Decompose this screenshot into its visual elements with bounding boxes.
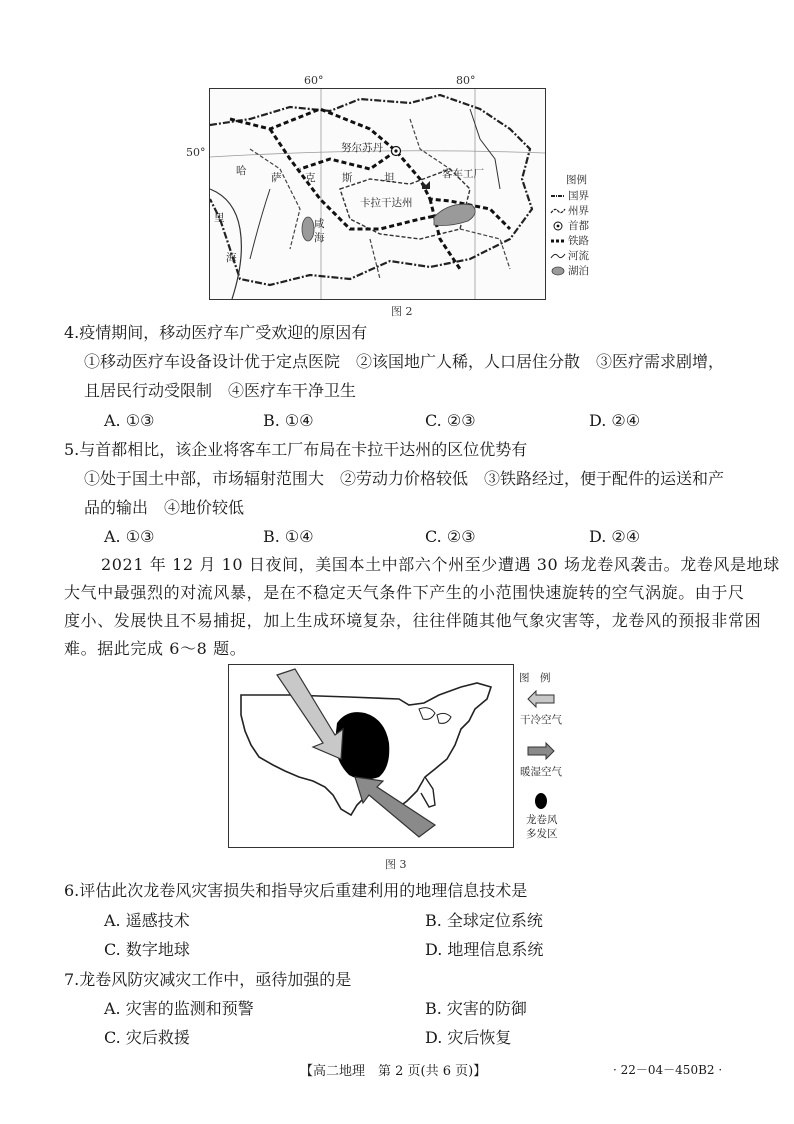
q6-option-c[interactable]: C. 数字地球 [104,940,190,959]
q7-option-d[interactable]: D. 灾后恢复 [425,1028,512,1047]
capital-label: 努尔苏丹 [341,142,383,154]
tornado-zone-icon [534,792,548,810]
longitude-label-80: 80° [456,74,476,87]
q6-option-a[interactable]: A. 遥感技术 [104,911,190,930]
legend-item-lake [550,263,610,278]
q5-option-c[interactable]: C. ②③ [425,527,476,546]
country-char-3: 克 [305,172,316,184]
passage-line4: 难。据此完成 6～8 题。 [64,639,247,658]
longitude-label-60: 60° [304,74,324,87]
passage-line1: 2021 年 12 月 10 日夜间，美国本土中部六个州至少遭遇 30 场龙卷风袭击。龙卷风是地球 [101,555,780,574]
q7-stem: 7.龙卷风防灾减灾工作中，亟待加强的是 [64,970,352,989]
q7-option-a[interactable]: A. 灾害的监测和预警 [104,999,254,1018]
footer-code: · 22－04－450B2 · [613,1063,723,1077]
legend-item-capital [550,218,610,233]
kazakhstan-map [209,88,546,300]
usa-tornado-map-drawing [229,665,513,847]
q5-option-d[interactable]: D. ②④ [589,527,641,546]
legend-label-tornado-l1: 龙卷风 [526,814,558,826]
q4-stem: 4.疫情期间，移动医疗车广受欢迎的原因有 [64,323,368,342]
legend-label: 首都 [568,220,589,232]
passage-line3: 度小、发展快且不易捕捉，加上生成环境复杂，往往伴随其他气象灾害等，龙卷风的预报非常困 [64,611,762,630]
legend-label-tornado-l2: 多发区 [526,828,558,840]
q7-option-c[interactable]: C. 灾后救援 [104,1028,190,1047]
legend-label: 湖泊 [568,265,589,277]
river-icon [550,251,566,261]
country-char-2: 萨 [271,172,282,184]
lake-icon [550,265,566,277]
q6-stem: 6.评估此次龙卷风灾害损失和指导灾后重建利用的地理信息技术是 [64,881,528,900]
q4-option-c[interactable]: C. ②③ [425,411,476,430]
legend-label-warm-moist: 暖湿空气 [520,766,562,778]
q5-option-a[interactable]: A. ①③ [104,527,155,546]
legend-label: 国界 [568,190,589,202]
legend-item-national-border [550,188,610,203]
latitude-label-50: 50° [186,146,206,159]
country-char-1: 哈 [236,165,247,177]
fig2-legend [550,188,610,278]
passage-line2: 大气中最强烈的对流风暴，是在不稳定天气条件下产生的小范围快速旋转的空气涡旋。由于尺 [64,583,745,602]
legend-item-river [550,248,610,263]
figure2-caption: 图 2 [391,305,413,318]
factory-label: 客车工厂 [442,168,484,180]
q4-option-a[interactable]: A. ①③ [104,411,155,430]
railway-icon [550,236,566,246]
aral-char-1: 咸 [314,218,325,230]
warm-moist-air-arrow-icon [526,742,556,760]
national-border-icon [550,191,566,201]
capital-icon [550,220,566,232]
fig3-legend [520,688,590,838]
usa-tornado-map [228,664,514,848]
q6-option-d[interactable]: D. 地理信息系统 [425,940,544,959]
figure3-caption: 图 3 [385,858,407,871]
q5-stem: 5.与首都相比，该企业将客车工厂布局在卡拉干达州的区位优势有 [64,440,528,459]
aral-char-2: 海 [314,232,325,244]
state-border-icon [550,206,566,216]
legend-label: 铁路 [568,235,589,247]
kazakhstan-map-drawing [210,89,545,299]
legend-label-dry-cold: 干冷空气 [520,714,562,726]
fig3-legend-title: 图 例 [519,672,551,684]
legend-label: 河流 [568,250,589,262]
q7-option-b[interactable]: B. 灾害的防御 [425,999,527,1018]
fig2-legend-title: 图例 [566,174,587,186]
q4-option-d[interactable]: D. ②④ [589,411,641,430]
q4-statement-line2: 且居民行动受限制 ④医疗车干净卫生 [84,381,357,400]
q5-statement-line1: ①处于国土中部，市场辐射范围大 ②劳动力价格较低 ③铁路经过，便于配件的运送和产 [84,469,725,488]
dry-cold-air-arrow-icon [526,690,556,708]
q4-statement-line1: ①移动医疗车设备设计优于定点医院 ②该国地广人稀，人口居住分散 ③医疗需求剧增， [84,352,725,371]
caspian-char-1: 里 [214,212,225,224]
footer-page-info: 【高二地理 第 2 页(共 6 页)】 [300,1064,487,1079]
state-label: 卡拉干达州 [360,197,413,209]
q5-option-b[interactable]: B. ①④ [263,527,314,546]
legend-label: 州界 [568,205,589,217]
caspian-char-2: 海 [226,252,237,264]
q4-option-b[interactable]: B. ①④ [263,411,314,430]
country-char-5: 坦 [384,172,395,184]
legend-item-state-border [550,203,610,218]
country-char-4: 斯 [342,172,353,184]
q5-statement-line2: 品的输出 ④地价较低 [84,498,245,517]
legend-item-railway [550,233,610,248]
q6-option-b[interactable]: B. 全球定位系统 [425,911,543,930]
